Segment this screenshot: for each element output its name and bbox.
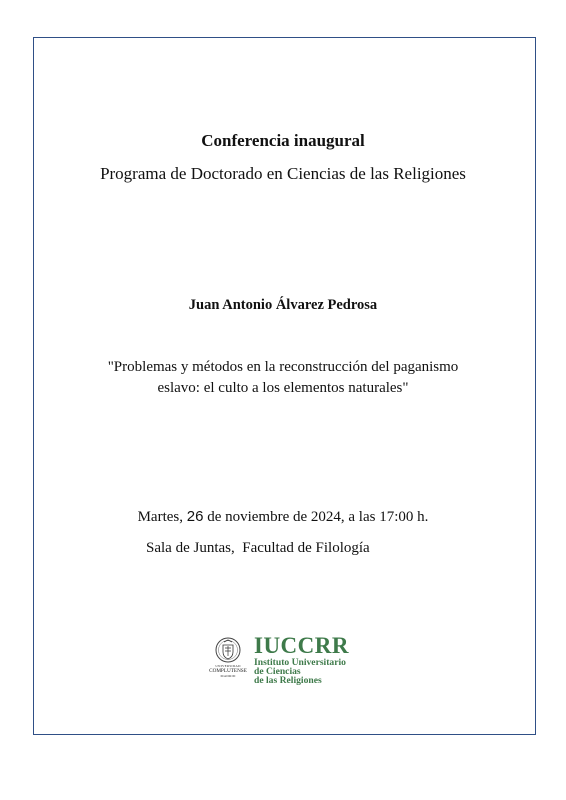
date-day: 26 (186, 508, 204, 525)
institute-name-line-2: de Ciencias (254, 666, 301, 677)
talk-title-line-2: eslavo: el culto a los elementos naturales" (157, 380, 409, 396)
institute-acronym: IUCCRR (254, 633, 349, 658)
institute-name-line-1: Instituto Universitario (254, 657, 346, 668)
event-venue: Sala de Juntas, Facultad de Filología (146, 540, 370, 556)
university-logo (208, 636, 248, 686)
university-seal-icon (215, 636, 241, 664)
event-date (0, 508, 566, 526)
date-rest: de noviembre de 2024, a las 17:00 h. (203, 509, 429, 525)
logo-block (208, 633, 368, 688)
date-prefix: Martes, (137, 509, 187, 525)
program-name: Programa de Doctorado en Ciencias de las Religiones (100, 164, 466, 183)
speaker-name: Juan Antonio Álvarez Pedrosa (188, 297, 378, 313)
event-title: Conferencia inaugural (201, 131, 365, 150)
university-label-top: UNIVERSIDAD (215, 664, 241, 668)
university-name: COMPLUTENSE (209, 668, 247, 674)
talk-title-line-1: "Problemas y métodos en la reconstrucción del paganismo (107, 359, 459, 375)
talk-title (60, 357, 506, 399)
institute-name-line-3: de las Religiones (254, 675, 322, 686)
institute-logo (254, 634, 349, 685)
university-label-bottom: MADRID (220, 674, 236, 678)
